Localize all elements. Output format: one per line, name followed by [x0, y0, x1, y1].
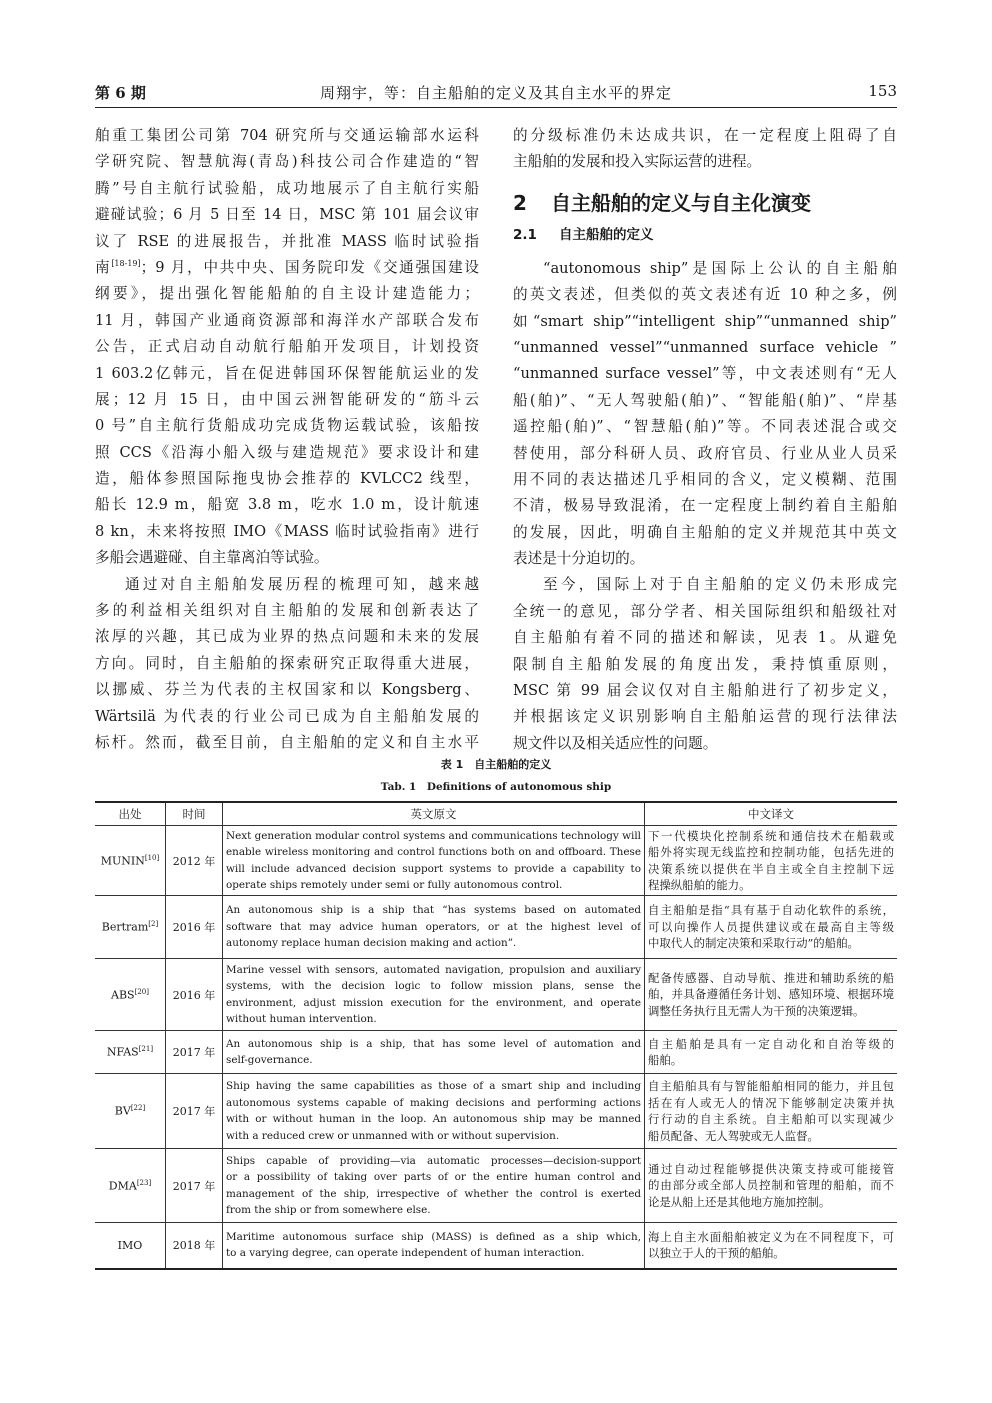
cell-english [223, 1074, 645, 1149]
text: 船长 12.9 m，船宽 3.8 m，吃水 1.0 m，设计航速 [95, 496, 479, 514]
cell-english [223, 826, 645, 896]
text: 浓厚的兴趣，其已成为业界的热点问题和未来的发展 [95, 628, 479, 646]
source-name: MUNIN [100, 854, 145, 868]
table-row [95, 826, 897, 896]
text-line [513, 520, 897, 546]
cell-line: 船外将实现无线监控和控制功能，包括先进的 [648, 845, 894, 859]
text: 的英文表述，但类似的英文表述有近 10 种之多，例 [513, 286, 897, 304]
text: 展；12 月 15 日，由中国云洲智能研发的“筋斗云 [95, 390, 479, 408]
text: 腾”号自主航行试验船，成功地展示了自主航行实船 [95, 179, 479, 197]
cell-line: An autonomous ship is a ship, that has some level of automation and [226, 1037, 641, 1050]
cell-line: 自主船舶具有与智能船舶相同的能力，并且包 [648, 1079, 894, 1093]
text-line [513, 704, 897, 730]
cell-line: 括在有人或无人的情况下能够制定决策并执 [648, 1095, 894, 1110]
text: 造，船体参照国际拖曳协会推荐的 KVLCC2 线型， [95, 470, 479, 488]
running-title: 周翔宇，等：自主船舶的定义及其自主水平的界定 [319, 84, 672, 102]
text: 船(舶)”、“无人驾驶船(舶)”、“智能船(舶)”、“岸基 [513, 391, 897, 409]
text: 舶重工集团公司第 704 研究所与交通运输部水运科 [95, 127, 479, 144]
cell-line: An autonomous ship is a ship that “has systems based on automated [226, 904, 641, 917]
text-line [513, 309, 897, 335]
cell-line: 海上自主水面船舶被定义为在不同程度下，可 [648, 1229, 894, 1244]
text-line [513, 731, 897, 757]
cell-line: 下一代模块化控制系统和通信技术在船载或 [648, 828, 894, 843]
text: 照 CCS《沿海小船入级与建造规范》要求设计和建 [95, 443, 479, 461]
cell-english [223, 896, 645, 959]
citation: [2] [148, 920, 159, 929]
cell-line: 船员配备、无人驾驶或无人监督。 [648, 1128, 819, 1143]
text-line [95, 519, 479, 545]
source-name: ABS [111, 988, 135, 1002]
cell-english [223, 1149, 645, 1223]
table-row [95, 1149, 897, 1223]
table-row [95, 1074, 897, 1149]
text-line [95, 572, 479, 598]
text: 替使用，部分科研人员、政府官员、行业从业人员采 [513, 444, 897, 462]
cell-line: 决策系统以提供在半自主或全自主控制下远 [648, 861, 894, 876]
cell-year: 2016 年 [166, 959, 223, 1031]
text: MSC 第 99 届会议仅对自主船舶进行了初步定义， [513, 682, 897, 700]
text: 1 603.2亿韩元，旨在促进韩国环保智能航运业的发 [95, 364, 479, 382]
cell-line: Ship having the same capabilities as those of a smart ship and including [226, 1080, 641, 1092]
text-line [513, 441, 897, 467]
cell-line: 程操纵船舶的能力。 [648, 878, 751, 892]
cell-line: 自主船舶是指“具有基于自动化软件的系统， [648, 903, 894, 918]
text-line [95, 677, 479, 703]
cell-source [95, 1149, 166, 1223]
right-column [513, 123, 897, 757]
text-line [513, 625, 897, 651]
text: 限制自主船舶发展的角度出发，秉持慎重原则， [513, 655, 897, 673]
cell-line: 舶，并具备遵循任务计划、感知环境、根据环境 [648, 987, 894, 1002]
text-line [95, 149, 479, 175]
col-header-year: 时间 [166, 802, 223, 826]
cell-line: with or without human in the loop. An autonomous ship may be manned [226, 1113, 641, 1125]
citation: [10] [144, 853, 160, 862]
cell-source [95, 1031, 166, 1074]
text-line [95, 413, 479, 439]
text-line [513, 414, 897, 440]
cell-line: 船舶。 [648, 1053, 683, 1067]
cell-line: Next generation modular control systems and communications technology will [226, 829, 641, 842]
text: 并根据该定义识别影响自主船舶运营的现行法律法 [513, 708, 897, 726]
text-line [95, 704, 479, 730]
text-line [513, 282, 897, 308]
text: “autonomous ship”是国际上公认的自主船舶 [543, 259, 897, 277]
cell-line: enable wireless monitoring and control functions both on and offboard. These [226, 846, 641, 858]
cell-english [223, 1223, 645, 1269]
cell-year: 2016 年 [166, 896, 223, 959]
section-title: 自主船舶的定义 [559, 226, 654, 243]
text: “unmanned vessel”“unmanned surface vehicle ” [513, 338, 897, 356]
text: 规文件以及相关适应性的问题。 [513, 734, 718, 752]
section-number: 2 [513, 190, 527, 215]
source-name: IMO [117, 1238, 143, 1252]
journal-issue: 第 6 期 [95, 84, 146, 102]
text: 自主船舶有着不同的描述和解读，见表 1。从避免 [513, 629, 897, 647]
cell-line: systems, with the decision logic to follow mission plans, sense the [226, 980, 641, 992]
cell-chinese [645, 1074, 898, 1149]
text: “unmanned surface vessel”等，中文表述则有“无人 [513, 365, 897, 383]
cell-line: to a varying degree, can operate independent of human interaction. [226, 1247, 585, 1260]
cell-line: 通过自动过程能够提供决策支持或可能接管 [648, 1161, 894, 1176]
text: 如“smart ship”“intelligent ship”“unmanned ship” [513, 312, 897, 330]
cell-year: 2017 年 [166, 1031, 223, 1074]
text-line [95, 598, 479, 624]
text: 的分级标准仍未达成共识，在一定程度上阻碍了自 [513, 127, 897, 144]
citation: [18-19] [111, 258, 141, 268]
cell-chinese [645, 1149, 898, 1223]
text: 遥控船(舶)”、“智慧船(舶)”等。不同表述混合或交 [513, 418, 897, 436]
cell-line: without human intervention. [226, 1013, 377, 1025]
text-line [513, 361, 897, 387]
cell-english [223, 1031, 645, 1074]
text-line [95, 651, 479, 677]
text: 表述是十分迫切的。 [513, 550, 645, 568]
cell-line: software that may advice human operators, or at the highest level of [226, 920, 641, 933]
table-row [95, 1223, 897, 1269]
header-rule [95, 107, 897, 108]
cell-source [95, 959, 166, 1031]
cell-line: with a reduced crew or unmanned with or without supervision. [226, 1129, 560, 1142]
text-line [513, 546, 897, 572]
cell-line: 的由部分或全部人员控制和管理的船舶，而不 [648, 1178, 894, 1193]
cell-line: autonomous systems capable of making decisions and performing actions [226, 1096, 641, 1109]
col-header-english: 英文原文 [223, 802, 645, 826]
cell-line: 配备传感器、自动导航、推进和辅助系统的船 [648, 970, 894, 985]
cell-line: operate ships remotely under semi or fully autonomous control. [226, 879, 563, 891]
table-caption-en: Tab. 1 Definitions of autonomous ship [380, 781, 612, 793]
text-line [95, 730, 479, 756]
cell-line: 调整任务执行且无需人为干预的决策逻辑。 [648, 1003, 865, 1018]
cell-source [95, 1223, 166, 1269]
text-line [95, 492, 479, 518]
definitions-table [95, 801, 897, 1270]
cell-chinese [645, 1223, 898, 1269]
text: 用不同的表达描述几乎相同的含义，定义模糊、范围 [513, 470, 897, 488]
text-line [513, 467, 897, 493]
text: 纲要》，提出强化智能船舶的自主设计建造能力； [95, 285, 479, 303]
cell-year: 2018 年 [166, 1223, 223, 1269]
source-name: BV [114, 1104, 131, 1118]
text-line [513, 599, 897, 625]
cell-line: 以独立于人的干预的船舶。 [648, 1246, 785, 1261]
text-line [95, 334, 479, 360]
text-line [513, 572, 897, 598]
col-header-source: 出处 [95, 802, 166, 826]
text-line [513, 493, 897, 519]
text: 11 月，韩国产业通商资源部和海洋水产部联合发布 [95, 311, 479, 329]
cell-line: autonomy replace human decision making and action”. [226, 937, 517, 950]
text: ；9 月，中共中央、国务院印发《交通强国建设 [140, 258, 479, 276]
cell-line: or a possibility of taking over parts of or the entire human control and [226, 1171, 641, 1183]
citation: [21] [138, 1045, 154, 1054]
text: 至今，国际上对于自主船舶的定义仍未形成完 [543, 576, 897, 594]
text-line [95, 281, 479, 307]
left-column [95, 123, 479, 756]
text-line [95, 545, 479, 571]
text: 避碰试验；6 月 5 日至 14 日，MSC 第 101 届会议审 [95, 206, 479, 224]
page-number: 153 [868, 82, 897, 100]
text: 以挪威、芬兰为代表的主权国家和以 Kongsberg、 [95, 681, 479, 699]
text: 公告，正式启动自动航行船舶开发项目，计划投资 [95, 338, 479, 356]
table-row [95, 896, 897, 959]
cell-source [95, 1074, 166, 1149]
text: 方向。同时，自主船舶的探索研究正取得重大进展， [95, 654, 479, 672]
table-caption-zh: 表 1 自主船舶的定义 [440, 758, 552, 771]
source-name: DMA [108, 1179, 137, 1193]
cell-line: 可以向操作人员提供建议或在最高自主等级 [648, 919, 894, 934]
text-line [513, 335, 897, 361]
text-line [95, 361, 479, 387]
text: 南 [95, 258, 112, 276]
text: 多的利益相关组织对自主船舶的发展和创新表达了 [95, 602, 479, 620]
cell-line: 中取代人的制定决策和采取行动”的船舶。 [648, 936, 859, 951]
text: 的发展，因此，明确自主船舶的定义并规范其中英文 [513, 523, 897, 541]
cell-line: Marine vessel with sensors, automated navigation, propulsion and auxiliary [226, 963, 641, 976]
cell-english [223, 959, 645, 1031]
text: 全统一的意见，部分学者、相关国际组织和船级社对 [513, 602, 897, 620]
section-number: 2.1 [513, 226, 537, 243]
cell-source [95, 826, 166, 896]
text-line [95, 176, 479, 202]
cell-chinese [645, 896, 898, 959]
table-row [95, 1031, 897, 1074]
source-name: Bertram [101, 920, 149, 934]
cell-line: 自主船舶是具有一定自动化和自治等级的 [648, 1036, 894, 1051]
cell-line: management of the ship, irrespective of whether the control is exerted [226, 1187, 641, 1200]
citation: [20] [134, 987, 149, 996]
text: Wärtsilä 为代表的行业公司已成为自主船舶发展的 [95, 707, 479, 725]
text: 多船会遇避碰、自主靠离泊等试验。 [95, 549, 329, 567]
cell-line: Ships capable of providing—via automatic processes—decision-support [226, 1154, 641, 1167]
text-line [95, 308, 479, 334]
text-line [95, 255, 479, 281]
col-header-chinese: 中文译文 [645, 802, 898, 826]
text: 8 kn，未来将按照 IMO《MASS 临时试验指南》进行 [95, 522, 479, 540]
text-line [513, 149, 897, 175]
cell-line: 论是从船上还是其他地方施加控制。 [648, 1194, 831, 1209]
text-line [513, 256, 897, 282]
text: 学研究院、智慧航海(青岛)科技公司合作建造的“智 [95, 153, 479, 171]
cell-line: will include advanced decision support systems to provide a capability to [226, 862, 641, 875]
cell-line: self-governance. [226, 1054, 313, 1066]
cell-chinese [645, 1031, 898, 1074]
text-line [513, 678, 897, 704]
text-line [95, 123, 479, 149]
text: 0 号”自主航行货船成功完成货物运载试验，该船按 [95, 417, 479, 435]
cell-chinese [645, 826, 898, 896]
text: 不清，极易导致混淆，在一定程度上制约着自主船舶 [513, 497, 897, 515]
section-title: 自主船舶的定义与自主化演变 [551, 190, 811, 215]
text-line [513, 388, 897, 414]
citation: [22] [130, 1104, 146, 1113]
text-line [513, 652, 897, 678]
cell-year: 2017 年 [166, 1074, 223, 1149]
text-line [513, 123, 897, 149]
table-row [95, 959, 897, 1031]
cell-line: from the ship or from somewhere else. [226, 1204, 431, 1216]
text-line [95, 387, 479, 413]
citation: [23] [136, 1178, 152, 1187]
text-line [95, 440, 479, 466]
table-header-row [95, 802, 897, 826]
text: 主船舶的发展和投入实际运营的进程。 [513, 153, 762, 171]
text-line [95, 229, 479, 255]
cell-line: 行行动的自主系统。自主船舶可以实现减少 [648, 1112, 894, 1126]
text: 通过对自主船舶发展历程的梳理可知，越来越 [125, 575, 479, 593]
cell-source [95, 896, 166, 959]
text: 议了 RSE 的进展报告，并批准 MASS 临时试验指 [95, 232, 479, 250]
cell-line: environment, adjust mission execution for the environment, and operate [226, 996, 641, 1009]
cell-year: 2017 年 [166, 1149, 223, 1223]
text-line [95, 202, 479, 228]
source-name: NFAS [106, 1045, 139, 1059]
cell-line: Maritime autonomous surface ship (MASS) is defined as a ship which, [226, 1230, 641, 1243]
text-line [95, 624, 479, 650]
cell-chinese [645, 959, 898, 1031]
cell-year: 2012 年 [166, 826, 223, 896]
text: 标杆。然而，截至目前，自主船舶的定义和自主水平 [95, 733, 479, 751]
text-line [95, 466, 479, 492]
